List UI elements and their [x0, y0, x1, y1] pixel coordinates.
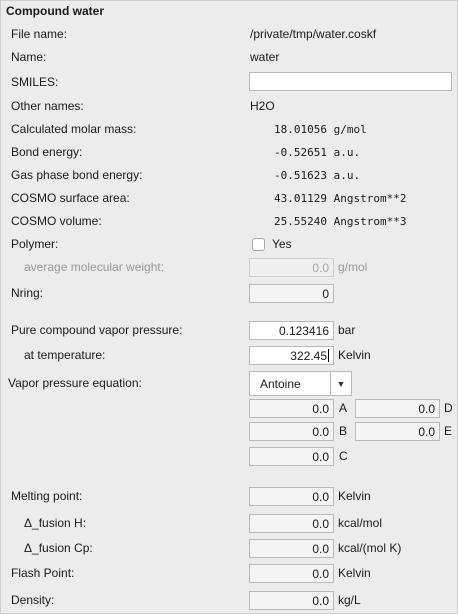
smiles-input[interactable] — [249, 72, 452, 91]
flash-point-input[interactable]: 0.0 — [249, 564, 334, 583]
density-unit: kg/L — [338, 593, 361, 607]
cosmo-area-value: 43.01129 Angstrom**2 — [274, 192, 407, 205]
fusion-h-label: Δ_fusion H: — [24, 516, 87, 530]
fusion-cp-label: Δ_fusion Cp: — [24, 541, 93, 555]
vp-equation-label: Vapor pressure equation: — [8, 376, 142, 390]
nring-label: Nring: — [11, 286, 44, 300]
density-label: Density: — [11, 593, 55, 607]
coef-b-input[interactable]: 0.0 — [249, 422, 334, 441]
bond-energy-label: Bond energy: — [11, 145, 83, 159]
file-name-value: /private/tmp/water.coskf — [250, 27, 377, 41]
coef-c-label: C — [339, 449, 348, 463]
coef-e-label: E — [444, 424, 453, 438]
molar-mass-value: 18.01056 g/mol — [274, 123, 367, 136]
coef-d-input[interactable]: 0.0 — [355, 399, 440, 418]
text-cursor — [328, 349, 329, 362]
vapor-pressure-input[interactable]: 0.123416 — [249, 321, 334, 340]
coef-b-label: B — [339, 424, 348, 438]
flash-point-label: Flash Point: — [11, 566, 75, 580]
panel-title: Compound water — [6, 4, 104, 18]
coef-e-input[interactable]: 0.0 — [355, 422, 440, 441]
vapor-pressure-label: Pure compound vapor pressure: — [11, 323, 183, 337]
other-names-value: H2O — [250, 99, 275, 113]
coef-a-label: A — [339, 401, 348, 415]
vapor-pressure-unit: bar — [338, 323, 356, 337]
gas-bond-energy-value: -0.51623 a.u. — [274, 169, 361, 182]
fusion-cp-input[interactable]: 0.0 — [249, 539, 334, 558]
fusion-h-input[interactable]: 0.0 — [249, 514, 334, 533]
melting-point-input[interactable]: 0.0 — [249, 487, 334, 506]
temperature-input[interactable] — [249, 346, 334, 365]
other-names-label: Other names: — [11, 99, 84, 113]
vp-equation-value: Antoine — [260, 377, 301, 391]
fusion-h-unit: kcal/mol — [338, 516, 383, 530]
polymer-label: Polymer: — [11, 237, 59, 251]
polymer-checkbox[interactable] — [252, 238, 265, 251]
temperature-label: at temperature: — [24, 348, 106, 362]
name-label: Name: — [11, 50, 47, 64]
avg-mol-weight-input[interactable]: 0.0 — [249, 258, 334, 277]
chevron-down-icon[interactable]: ▼ — [330, 372, 351, 395]
coef-a-input[interactable]: 0.0 — [249, 399, 334, 418]
name-value: water — [250, 50, 280, 64]
temperature-value: 322.45 — [290, 349, 327, 363]
avg-mol-weight-label: average molecular weight: — [24, 260, 165, 274]
coef-c-input[interactable]: 0.0 — [249, 447, 334, 466]
cosmo-volume-value: 25.55240 Angstrom**3 — [274, 215, 407, 228]
melting-point-unit: Kelvin — [338, 489, 371, 503]
cosmo-area-label: COSMO surface area: — [11, 191, 130, 205]
density-input[interactable]: 0.0 — [249, 591, 334, 610]
gas-bond-energy-label: Gas phase bond energy: — [11, 168, 143, 182]
polymer-checkbox-label[interactable]: Yes — [272, 237, 292, 251]
file-name-label: File name: — [11, 27, 68, 41]
melting-point-label: Melting point: — [11, 489, 83, 503]
flash-point-unit: Kelvin — [338, 566, 371, 580]
vp-equation-select[interactable] — [249, 371, 352, 396]
temperature-unit: Kelvin — [338, 348, 371, 362]
avg-mol-weight-unit: g/mol — [338, 260, 368, 274]
coef-d-label: D — [444, 401, 453, 415]
fusion-cp-unit: kcal/(mol K) — [338, 541, 402, 555]
molar-mass-label: Calculated molar mass: — [11, 122, 137, 136]
bond-energy-value: -0.52651 a.u. — [274, 146, 361, 159]
cosmo-volume-label: COSMO volume: — [11, 214, 102, 228]
smiles-label: SMILES: — [11, 75, 59, 89]
nring-input[interactable]: 0 — [249, 284, 334, 303]
